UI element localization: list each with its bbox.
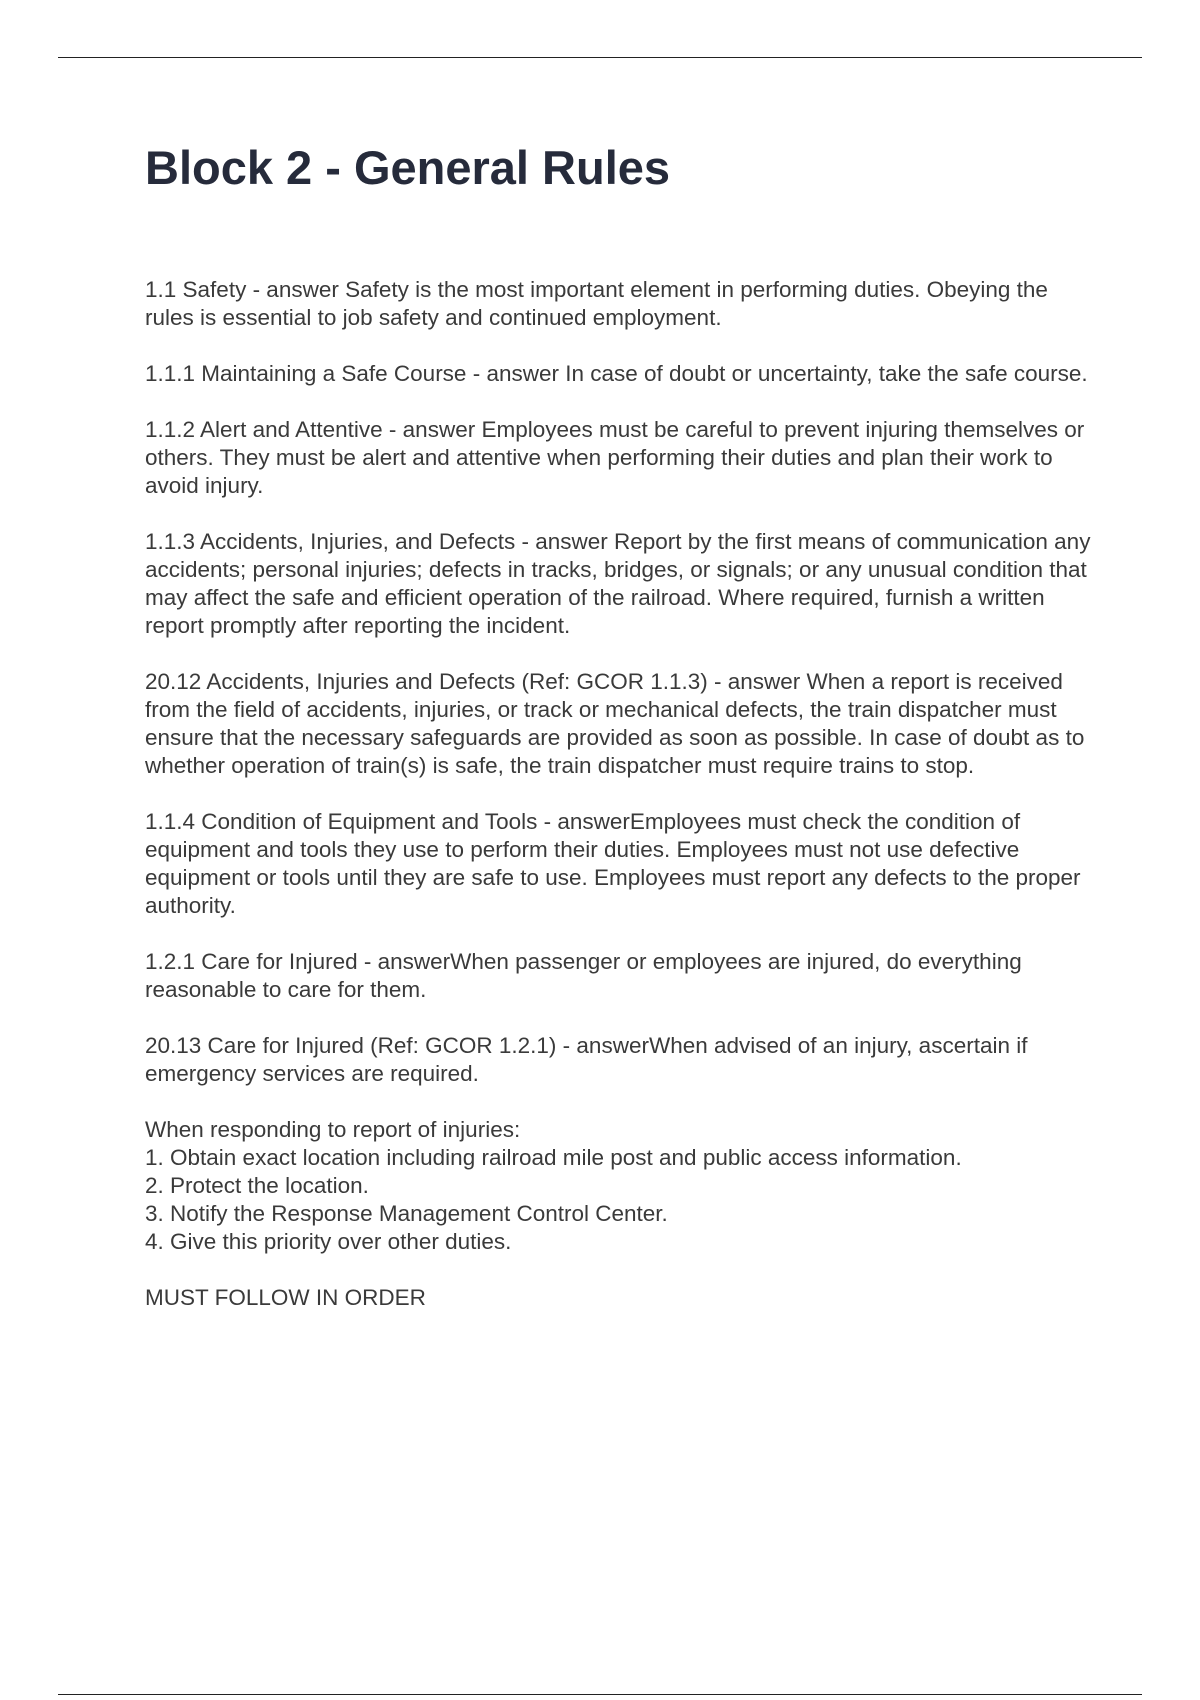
injury-response-step-3: 3. Notify the Response Management Control Center. [145, 1201, 668, 1226]
paragraph-20-12-accidents: 20.12 Accidents, Injuries and Defects (Ref: GCOR 1.1.3) - answer When a report is received from the field of accidents, injuries, or track or mechanical defects, the train dispatcher must ensure that the necessary safeguards are provided as soon as possible. In case of doubt as to whether operation of train(s) is safe, the train dispatcher must require trains to stop. [145, 669, 1085, 778]
paragraph-20-13-care-injured: 20.13 Care for Injured (Ref: GCOR 1.2.1) - answerWhen advised of an injury, ascertain if emergency services are required. [145, 1033, 1028, 1086]
top-rule [58, 57, 1142, 58]
bottom-rule [58, 1694, 1142, 1695]
injury-response-list [145, 1116, 1095, 1256]
injury-response-step-4: 4. Give this priority over other duties. [145, 1229, 512, 1254]
paragraph-1-1-2-alert-attentive: 1.1.2 Alert and Attentive - answer Employees must be careful to prevent injuring themselves or others. They must be alert and attentive when performing their duties and plan their work to avoid injury. [145, 417, 1085, 498]
paragraph-1-1-1-safe-course: 1.1.1 Maintaining a Safe Course - answer In case of doubt or uncertainty, take the safe course. [145, 361, 1088, 386]
document-title: Block 2 - General Rules [145, 141, 671, 194]
paragraph-1-2-1-care-injured: 1.2.1 Care for Injured - answerWhen passenger or employees are injured, do everything reasonable to care for them. [145, 949, 1022, 1002]
injury-response-step-2: 2. Protect the location. [145, 1173, 369, 1198]
closing-note: MUST FOLLOW IN ORDER [145, 1285, 426, 1310]
paragraph-1-1-safety: 1.1 Safety - answer Safety is the most important element in performing duties. Obeying the rules is essential to job safety and continued employment. [145, 277, 1048, 330]
injury-response-intro: When responding to report of injuries: [145, 1117, 521, 1142]
document-content [145, 140, 1095, 1340]
paragraph-1-1-4-equipment: 1.1.4 Condition of Equipment and Tools - answerEmployees must check the condition of equipment and tools they use to perform their duties. Employees must not use defective equipment or tools until they are safe to use. Employees must report any defects to the proper authority. [145, 809, 1081, 918]
paragraph-1-1-3-accidents: 1.1.3 Accidents, Injuries, and Defects - answer Report by the first means of communication any accidents; personal injuries; defects in tracks, bridges, or signals; or any unusual condition that may affect the safe and efficient operation of the railroad. Where required, furnish a written report promptly after reporting the incident. [145, 529, 1091, 638]
document-body [145, 276, 1095, 1312]
injury-response-step-1: 1. Obtain exact location including railroad mile post and public access information. [145, 1145, 962, 1170]
